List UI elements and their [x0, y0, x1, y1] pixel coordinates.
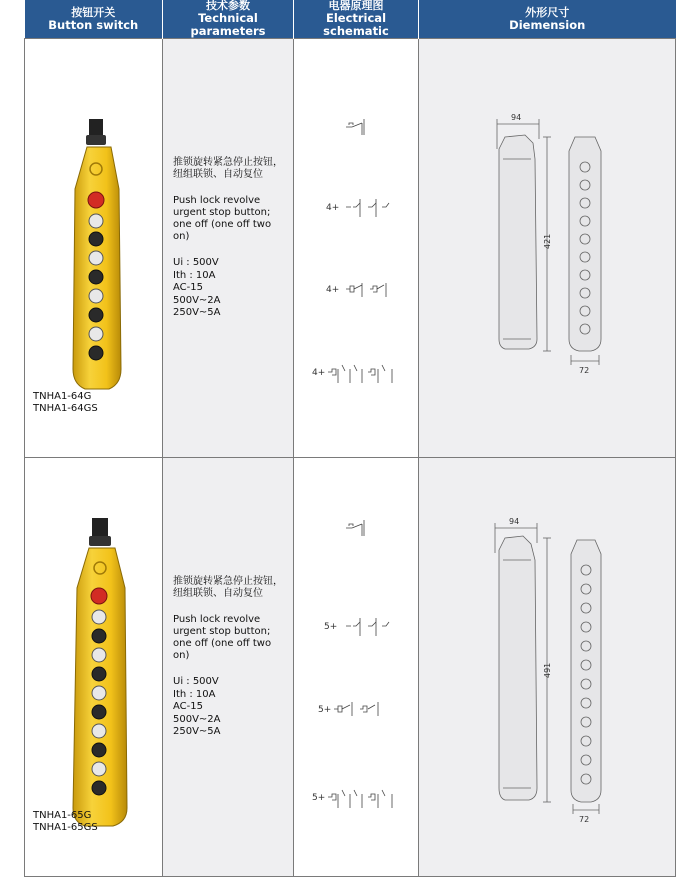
table-row [25, 458, 676, 877]
rating-ui: Ui : 500V [173, 257, 219, 268]
rating-ac: AC-15 [173, 701, 203, 712]
header-technical-parameters: 技术参数 Technical parameters [163, 0, 294, 39]
rating-ith: Ith : 10A [173, 688, 216, 700]
pendant-control-image [25, 39, 161, 419]
pendant-control-image [25, 458, 161, 838]
model-number: TNHA1-64G [33, 391, 92, 402]
electrical-schematic-diagram [294, 39, 417, 456]
model-number: TNHA1-65G [33, 810, 92, 821]
model-number: TNHA1-65GS [33, 822, 98, 833]
dimension-depth: 72 [579, 366, 590, 375]
spec-table [24, 0, 676, 877]
parameters-cell [163, 458, 294, 877]
header-electrical-schematic: 电器原理图 Electrical schematic [294, 0, 419, 39]
product-cell [25, 458, 163, 877]
parameters-cell [163, 39, 294, 458]
schematic-label: 5+ [318, 705, 332, 715]
ratings [173, 257, 285, 320]
schematic-label: 5+ [324, 622, 338, 632]
params-chinese: 推锁旋转紧急停止按钮，纽组联锁、自动复位 [173, 576, 283, 599]
product-cell [25, 39, 163, 458]
schematic-label: 5+ [312, 793, 326, 803]
dimension-width: 94 [511, 113, 522, 122]
params-english: Push lock revolve urgent stop button; one off (one off two on) [173, 195, 272, 242]
schematic-cell [294, 458, 419, 877]
model-number: TNHA1-64GS [33, 403, 98, 414]
params-chinese: 推锁旋转紧急停止按钮，纽组联锁、自动复位 [173, 157, 283, 180]
ratings [173, 676, 285, 739]
model-numbers [33, 810, 98, 834]
rating-250v: 250V~5A [173, 726, 221, 737]
rating-ui: Ui : 500V [173, 676, 219, 687]
header-dimension: 外形尺寸 Diemension [419, 0, 676, 39]
schematic-label: 4+ [326, 203, 340, 213]
rating-ith: Ith : 10A [173, 269, 216, 281]
dimension-width: 94 [509, 517, 520, 526]
dimension-depth: 72 [579, 815, 590, 824]
dimension-drawing [419, 39, 674, 456]
rating-250v: 250V~5A [173, 307, 221, 318]
rating-500v: 500V~2A [173, 713, 221, 725]
rating-500v: 500V~2A [173, 294, 221, 306]
rating-ac: AC-15 [173, 282, 203, 293]
dimension-cell [419, 458, 676, 877]
model-numbers [33, 391, 98, 415]
table-row [25, 39, 676, 458]
schematic-cell [294, 39, 419, 458]
dimension-cell [419, 39, 676, 458]
dimension-height: 491 [543, 662, 552, 678]
dimension-height: 421 [543, 233, 552, 249]
dimension-drawing [419, 458, 674, 875]
table-header [25, 0, 676, 39]
header-button-switch: 按钮开关 Button switch [25, 0, 163, 39]
schematic-label: 4+ [312, 368, 326, 378]
schematic-label: 4+ [326, 285, 340, 295]
electrical-schematic-diagram [294, 458, 417, 875]
params-english: Push lock revolve urgent stop button; one off (one off two on) [173, 614, 272, 661]
